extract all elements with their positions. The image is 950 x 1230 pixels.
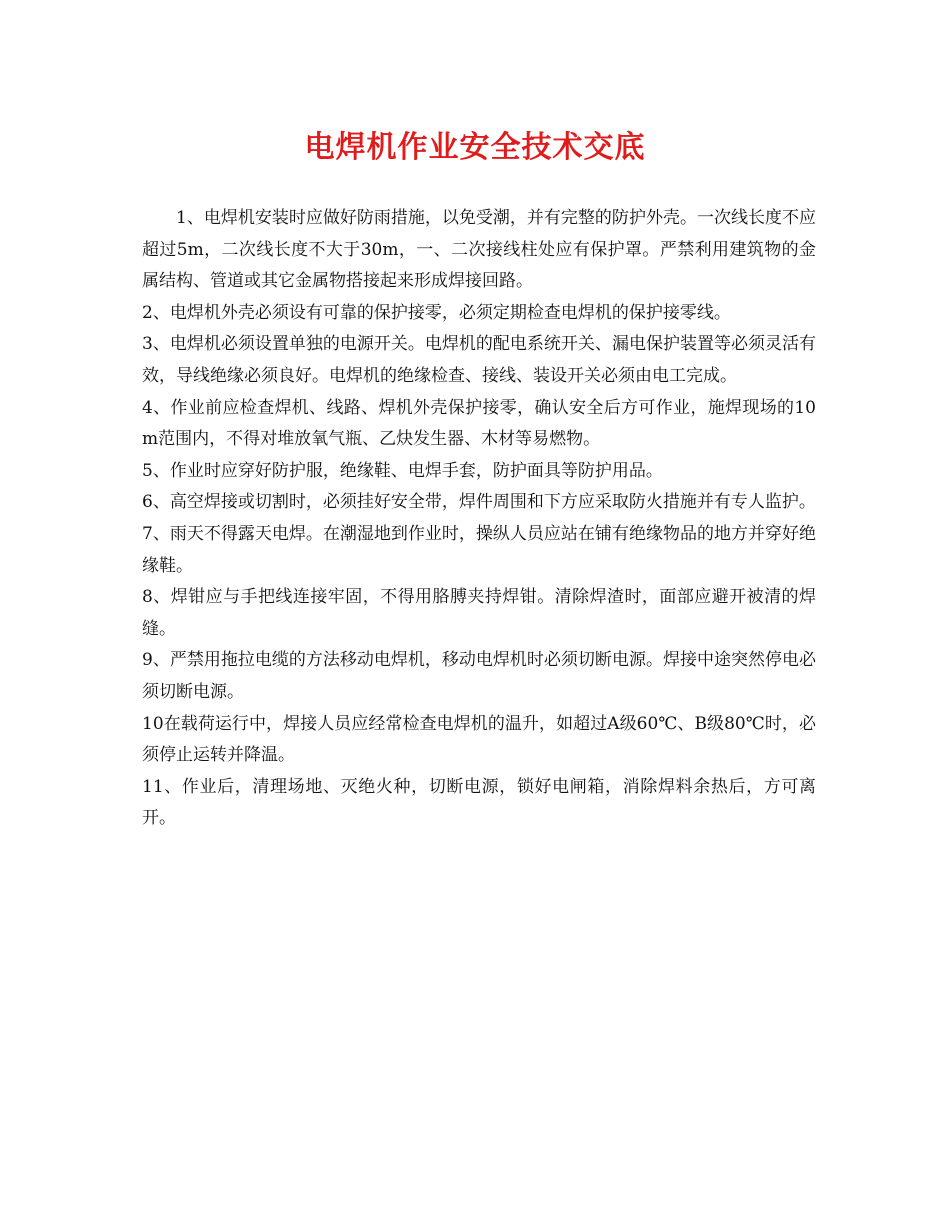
paragraph-9: 9、严禁用拖拉电缆的方法移动电焊机，移动电焊机时必须切断电源。焊接中途突然停电必须切断电源。: [142, 650, 816, 702]
paragraph-2: 2、电焊机外壳必须设有可靠的保护接零，必须定期检查电焊机的保护接零线。: [142, 302, 731, 323]
paragraph-10: 10在载荷运行中，焊接人员应经常检查电焊机的温升，如超过A级60℃、B级80℃时，必须停止运转并降温。: [142, 713, 816, 766]
paragraph-3: 3、电焊机必须设置单独的电源开关。电焊机的配电系统开关、漏电保护装置等必须灵活有效，导线绝缘必须良好。电焊机的绝缘检查、接线、装设开关必须由电工完成。: [142, 334, 816, 386]
paragraph-8: 8、焊钳应与手把线连接牢固，不得用胳膊夹持焊钳。清除焊渣时，面部应避开被清的焊缝。: [142, 587, 816, 639]
paragraph-6: 6、高空焊接或切割时，必须挂好安全带，焊件周围和下方应采取防火措施并有专人监护。: [142, 492, 816, 513]
paragraph-5: 5、作业时应穿好防护服，绝缘鞋、电焊手套，防护面具等防护用品。: [142, 460, 663, 481]
document-title: 电焊机作业安全技术交底: [304, 130, 646, 165]
paragraph-7: 7、雨天不得露天电焊。在潮湿地到作业时，操纵人员应站在铺有绝缘物品的地方并穿好绝缘鞋。: [142, 523, 816, 576]
paragraph-11: 11、作业后，清理场地、灭绝火种，切断电源，锁好电闸箱，消除焊料余热后，方可离开。: [142, 776, 816, 829]
paragraph-1: 1、电焊机安装时应做好防雨措施，以免受潮，并有完整的防护外壳。一次线长度不应超过5m，二次线长度不大于30m，一、二次接线柱处应有保护罩。严禁利用建筑物的金属结构、管道或其它金属物搭接起来形成焊接回路。: [142, 208, 816, 292]
document-body: [142, 203, 816, 835]
paragraph-4: 4、作业前应检查焊机、线路、焊机外壳保护接零，确认安全后方可作业，施焊现场的10m范围内，不得对堆放氧气瓶、乙炔发生器、木材等易燃物。: [142, 397, 816, 450]
